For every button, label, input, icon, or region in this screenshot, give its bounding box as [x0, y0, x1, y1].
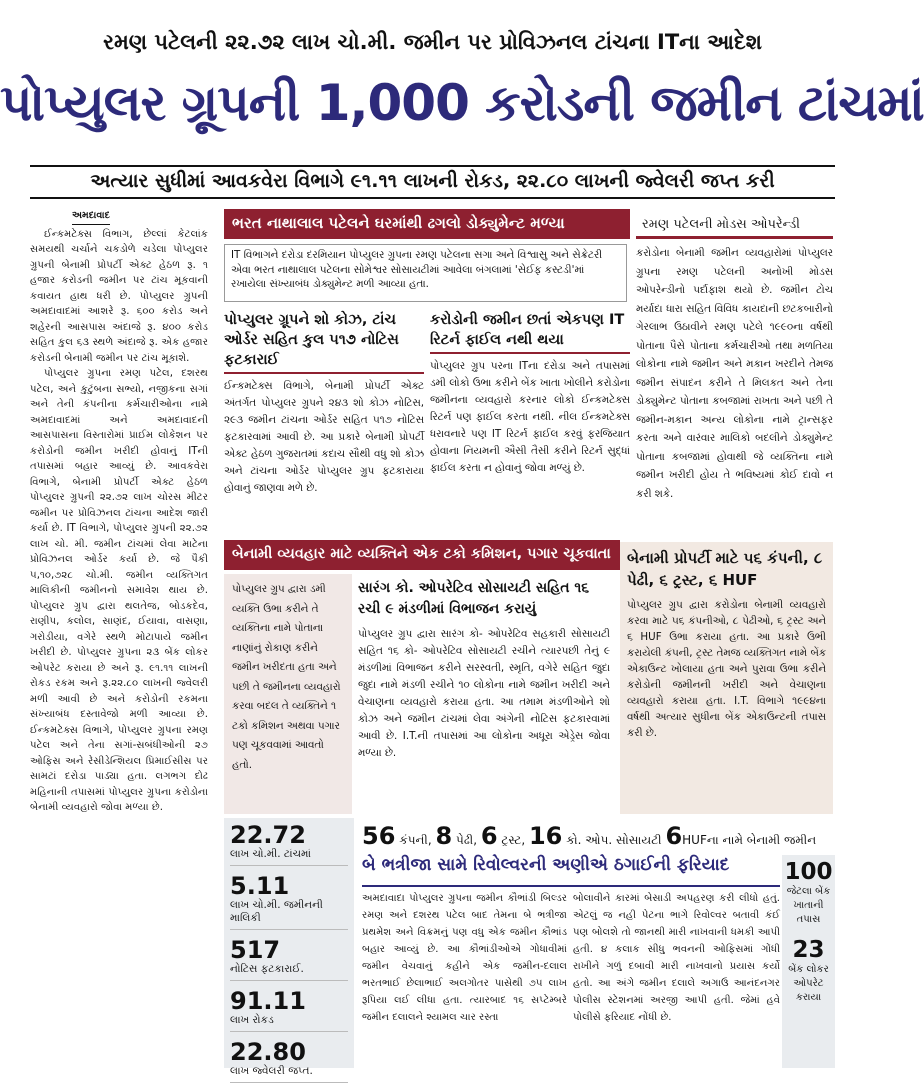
- stat-label: જેટલા બેંક ખાતાની તપાસ: [786, 886, 831, 925]
- article-notices: [224, 310, 424, 535]
- article-body: ઈન્કમટેક્સ વિભાગે, બેનામી પ્રોપર્ટી એક્ટ અંતર્ગત પોપ્યુલર ગ્રુપને ૨૪૩ શો કોઝ નોટિસ, ૨૯૩ જમીન ટાંચના ઓર્ડર સહિત ૫૧૭ નોટિસ ફટકારવામાં આવી છે. આ પ્રકારે બેનામી પ્રોપર્ટી એક્ટ હેઠળ ગુજરાતમાં કદાચ સૌથી વધુ શો કોઝ અને ટાંચના ઓર્ડર પોપ્યુલર ગ્રુપ ફટકારાયા હોવાનું જાણવા મળે છે.: [224, 380, 424, 494]
- main-article: [30, 208, 208, 1068]
- stat-label: નોટિસ ફટકારાઈ.: [230, 963, 304, 975]
- stat-label: બેંક લોકર ઓપરેટ કરાયા: [788, 964, 829, 1003]
- stat-number: 517: [230, 936, 281, 964]
- article-body: અમદાવાદ। પોપ્યુલર ગ્રુપના જમીન કૌભાંડી બિલ્ડર રમણ અને દશરથ પટેલ બાદ તેમના બે ભત્રીજા પ્રથમેશ અને વિક્રમનું પણ વધુ એક જમીન કૌભાંડ બહાર આવ્યું છે. આ કૌભાંડીઓએ ગોધાવીમાં જમીન વેચવાનું કહીને એક જમીન-દલાલ ભરતભાઈ છેલાભાઈ અલગોતર પાસેથી ૭૫ લાખ રૂપિયા લઈ લીધા હતા. ત્યારબાદ ૧૬ સપ્ટેમ્બરે જમીન દલાલને શ્યામલ ચાર રસ્તા: [362, 893, 567, 1023]
- stat-label: લાખ જ્વેલરી જપ્ત.: [230, 1065, 313, 1077]
- stat-label: લાખ ચો.મી. ટાંચમાં: [230, 848, 312, 860]
- article-body: કરોડોના બેનામી જમીન વ્યવહારોમાં પોપ્યુલર ગ્રુપના રમણ પટેલની અનોખી મોડસ ઓપરેન્ડીનો પર્દાફાશ થયો છે. જમીન ટોચ મર્યાદા ધારા સહિત વિવિધ કાયદાની છટકબારીનો ગેરલાભ ઉઠાવીને રમણ પટેલે ૧૯૯૦ના વર્ષથી પોતાના પૈસે પોતાના કર્મચારીઓ તથા મળતિયા લોકોના નામે જમીન અને મકાન ખરદીને તેમજ જમીન સંપાદન કરીને તે મિલકત અને તેના ડોક્યુમેન્ટ પોતાના કબજામાં રાખતા અને પછી તે જમીન-મકાન અન્ય લોકોના નામે ટ્રાન્સફર કરતા અને વારંવાર માલિકો બદલીને ડોક્યુમેન્ટ પોતાના કબજામાં હોવાથી જે વ્યક્તિના નામે જમીન ખરીદી હોય તે ભવિષ્યમાં કોઈ દાવો ન કરી શકે.: [636, 247, 833, 500]
- section-banner: બેનામી વ્યવહાર માટે વ્યક્તિને એક ટકો કમિશન, પગાર ચૂકવાતા: [224, 540, 620, 570]
- strip-label: કંપની,: [399, 833, 432, 847]
- section-banner: રમણ પટેલની મોડસ ઓપરેન્ડી: [636, 212, 833, 239]
- article-heading: પોપ્યુલર ગ્રૂપને શો કોઝ, ટાંચ ઓર્ડર સહિત કુલ ૫૧૭ નોટિસ ફટકારાઈ: [224, 310, 424, 374]
- strip-number: 16: [528, 822, 563, 850]
- stat-item: [230, 873, 348, 930]
- strip-number: 8: [435, 822, 453, 850]
- article-paragraph: ઈન્કમટેક્સ વિભાગ, છેલ્લાં કેટલાંક સમયથી ચર્ચાને ચકડોળે ચડેલા પોપ્યુલર ગ્રુપની બેનામી પ્રોપર્ટી એક્ટ હેઠળ રૂ. ૧ હજાર કરોડની જમીન પર ટાંચ મૂકવાની કવાયત હાથ ધરી છે. પોપ્યુલર ગ્રુપની અમદાવાદમાં આશરે રૂ. ૬૦૦ કરોડ અને શહેરની આસપાસ અંદાજે રૂ. ૪૦૦ કરોડ સહિત કુલ ૬૩ સ્થળે અંદાજે રૂ. એક હજાર કરોડની બેનામી જમીન પર ટાંચ મૂકાશે.: [30, 228, 208, 364]
- dateline: અમદાવાદ: [72, 208, 110, 225]
- intro-box: IT વિભાગને દરોડા દરમિયાન પોપ્યુલર ગ્રુપના રમણ પટેલના સગા અને વિશ્વાસુ અને સેક્રેટરી એવા ભરત નાથાલાલ પટેલના સોમેશ્વર સોસાયટીમાં આવેલા બંગલામાં 'સેઈફ કસ્ટડી'માં રખાયેલા સંખ્યાબંધ ડોક્યુમેન્ટ મળી આવ્યા હતા.: [224, 244, 627, 302]
- article-societies: [352, 574, 616, 814]
- strip-number: 6: [480, 822, 498, 850]
- stat-number: 22.80: [230, 1038, 306, 1066]
- stat-item: [230, 822, 348, 866]
- article-heading: કરોડોની જમીન છતાં એકપણ IT રિટર્ન ફાઈલ નથી થયા: [430, 310, 630, 354]
- section-banner: બે ભત્રીજા સામે રિવોલ્વરની અણીએ ઠગાઈની ફરિયાદ: [362, 855, 780, 887]
- stat-number: 5.11: [230, 872, 290, 900]
- article-body: પોપ્યુલર ગ્રુપ દ્વારા કરોડોના બેનામી વ્યવહારો કરવા માટે ૫૬ કંપનીઓ, ૮ પેઢીઓ, ૬ ટ્રસ્ટ અને ૬ HUF ઉભા કરાયા હતા. આ પ્રકારે ઉભી કરાયેલી કંપની, ટ્રસ્ટ તેમજ વ્યક્તિગત નામે બેંક એકાઉન્ટ ખોલાયા હતા અને પુરાવા ઉભા કરીને કરોડોની જમીનની ખરીદી અને વેચાણના વ્યવહારો કરાયા હતા. I.T. વિભાગે ૧૯૯૪ના વર્ષથી અત્યાર સુધીના બેંક એકાઉન્ટની તપાસ કરી છે.: [627, 599, 826, 739]
- article-body: પોપ્યુલર ગ્રુપ પરના ITના દરોડા અને તપાસમાં ડમી લોકો ઉભા કરીને બેંક ખાતા ખોલીને કરોડોના જમીનના વ્યવહારો કરનાર લોકો ઈન્કમટેક્સ રિટર્ન પણ ફાઈલ કરતા નથી. નીલ ઈન્કમટેક્સ ધરાવનારે પણ IT રિટર્ન ફાઈલ કરવું ફરજિયાત હોવાના નિયમની ઐસી તૈસી કરીને રિટર્ન સુદ્ધાં ફાઈલ કરતા ન હોવાનું જોવા મળ્યું છે.: [430, 360, 630, 474]
- stat-label: લાખ રોકડ: [230, 1014, 274, 1026]
- article-heading: સારંગ કો. ઓપરેટિવ સોસાયટી સહિત ૧૬ રચી ૯ મંડળીમાં વિભાજન કરાયું: [358, 580, 590, 617]
- stat-number: 22.72: [230, 821, 306, 849]
- article-paragraph: પોપ્યુલર ગ્રુપના રમણ પટેલ, દશરથ પટેલ, અને કુટુંબના સભ્યો, નજીકના સગાં અને તેની કંપનીના કર્મચારીઓના નામે અમદાવાદમાં અને અમદાવાદની આસપાસના વિસ્તારોમાં પ્રાઈમ લોકેશન પર કરોડોની જમીન ખરીદી હોવાનું ITની તપાસમાં બહાર આવ્યું છે. આવકવેરા વિભાગે, બેનામી પ્રોપર્ટી એક્ટ હેઠળ પોપ્યુલર ગ્રુપની ૨૨.૭૨ લાખ ચોરસ મીટર જમીન પર પ્રોવિઝનલ ટાંચના આદેશ જારી કર્યા છે. IT વિભાગે, પોપ્યુલર ગ્રુપની ૨૨.૭૨ લાખ ચો. મી. જમીન ટાંચમાં લેવા માટેના પ્રોવિઝનલ ઓર્ડર કર્યા છે. જે પૈકી ૫,૧૦,૭૨૮ ચો.મી. જમીન વ્યક્તિગત માલિકીની જમીનનો સમાવેશ થાય છે. પોપ્યુલર ગ્રુપ દ્વારા થલતેજ, બોડકદેવ, રાણીપ, કલોલ, સાણંદ, ઈયાવા, વાસણા, ગરોડીયા, વગેરે સ્થળે મોટાપાયે જમીન ખરીદી છે. પોપ્યુલર ગ્રુપના ૨૩ બેંક લોકર ઓપરેટ કરાયા છે અને રૂ. ૯૧.૧૧ લાખની રોકડ રકમ અને રૂ.૨૨.૮૦ લાખની જ્વેલરી મળી આવી છે અને કરોડોની રકમના સંખ્યાબંધ દસ્તાવેજો મળી આવ્યા છે. ઈન્કમટેક્સ વિભાગે, પોપ્યુલર ગ્રુપના રમણ પટેલ અને તેના સગાં-સબંધીઓની ૨૭ ઓફિસ અને રેસીડેન્શિયલ પ્રિમાઈસીસ પર સામટાં દરોડા પાડ્યા હતા. લગભગ દોઢ મહિનાની તપાસમાં પોપ્યુલર ગ્રુપના કરોડોના બેનામી વ્યવહારો જોવા મળ્યા છે.: [30, 368, 208, 813]
- strip-label: HUFના નામે બેનામી જમીન: [682, 833, 817, 847]
- strip-label: પેઢી,: [456, 833, 478, 847]
- article-heading: બેનામી પ્રોપર્ટી માટે ૫૬ કંપની, ૮ પેઢી, ૬ ટ્રસ્ટ, ૬ HUF: [627, 549, 823, 589]
- subheadline: અત્યાર સુધીમાં આવકવેરા વિભાગે ૯૧.૧૧ લાખની રોકડ, ૨૨.૮૦ લાખની જ્વેલરી જપ્ત કરી: [30, 165, 835, 199]
- numbers-strip: [362, 818, 835, 852]
- article-body: પોપ્યુલર ગ્રુપ દ્વારા સારંગ કો- ઓપરેટિવ સહકારી સોસાયટી સહિત ૧૬ કો- ઓપરેટિવ સોસાયટી રચીને ત્યારપછી તેનું ૯ મંડળીમાં વિભાજન કરીને સરસ્વતી, સ્મૃતિ, વગેરે સહિત જુદા જુદા નામે મંડળી રચીને ૧૦ લોકોના નામે જમીન ખરીદી અને વેચાણના વ્યવહારો કરાયા હતા. આ તમામ મંડળીઓને શો કોઝ અને જમીન ટાંચમાં લેવા અંગેની નોટિસ ફટકારવામાં આવી છે. I.T.ની તપાસમાં આ લોકોના અધૂરા એડ્રેસ જોવા મળ્યા છે.: [358, 628, 610, 759]
- article-companies: [620, 542, 833, 814]
- article-body: બોલાવીને કારમાં બેસાડી અપહરણ કરી લીધો હતું. એટલું જ નહી પેટના ભાગે રિવોલ્વર બતાવી કંઈ પણ બોલશે તો જાનથી મારી નાખવાની ધમકી આપી હતી. ૪ કલાક સીધુ ભવનની ઓફિસમાં ગોંધી રાખીને ગળું દબાવી મારી નાખવાનો પ્રયાસ કર્યો હતો. આ અંગે જમીન દલાલે અગાઉ આનંદનગર પોલીસ સ્ટેશનમાં અરજી આપી હતી. જેમાં હવે પોલીસે ફરિયાદ નોંધી છે.: [573, 893, 780, 1023]
- commission-box: પોપ્યુલર ગ્રુપ દ્વારા ડમી વ્યક્તિ ઉભા કરીને તે વ્યક્તિના નામે પોતાના નાણાંનું રોકાણ કરીને જમીન ખરીદતા હતા અને પછી તે જમીનના વ્યવહારો કરવા બદલ તે વ્યક્તિને ૧ ટકો કમિશન અથવા પગાર પણ ચૂકવવામાં આવતો હતો.: [224, 574, 352, 814]
- stat-item: [230, 937, 348, 981]
- page-headline: પોપ્યુલર ગ્રૂપની 1,000 કરોડની જમીન ટાંચમાં: [0, 74, 924, 132]
- strip-label: ટ્રસ્ટ,: [501, 833, 526, 847]
- stats-panel: [224, 818, 354, 1077]
- stat-item: [230, 988, 348, 1032]
- strip-label: કો. ઓપ. સોસાયટી: [566, 833, 662, 847]
- article-it-returns: [430, 310, 630, 535]
- stat-number: 100: [784, 859, 833, 885]
- stat-item: [230, 1039, 348, 1083]
- strip-number: 56: [362, 822, 396, 850]
- stat-number: 91.11: [230, 987, 306, 1015]
- stat-label: લાખ ચો.મી. જમીનની માલિકી: [230, 899, 323, 924]
- strip-number: 6: [665, 822, 683, 850]
- section-banner: ભરત નાથાલાલ પટેલને ઘરમાંથી ઢગલો ડોક્યુમેન્ટ મળ્યા: [224, 209, 630, 239]
- side-stats: [782, 855, 835, 1068]
- kicker: રમણ પટેલની ૨૨.૭૨ લાખ ચો.મી. જમીન પર પ્રોવિઝનલ ટાંચના ITના આદેશ: [103, 30, 762, 54]
- article-modus-operandi: [636, 240, 833, 535]
- stat-number: 23: [792, 937, 825, 963]
